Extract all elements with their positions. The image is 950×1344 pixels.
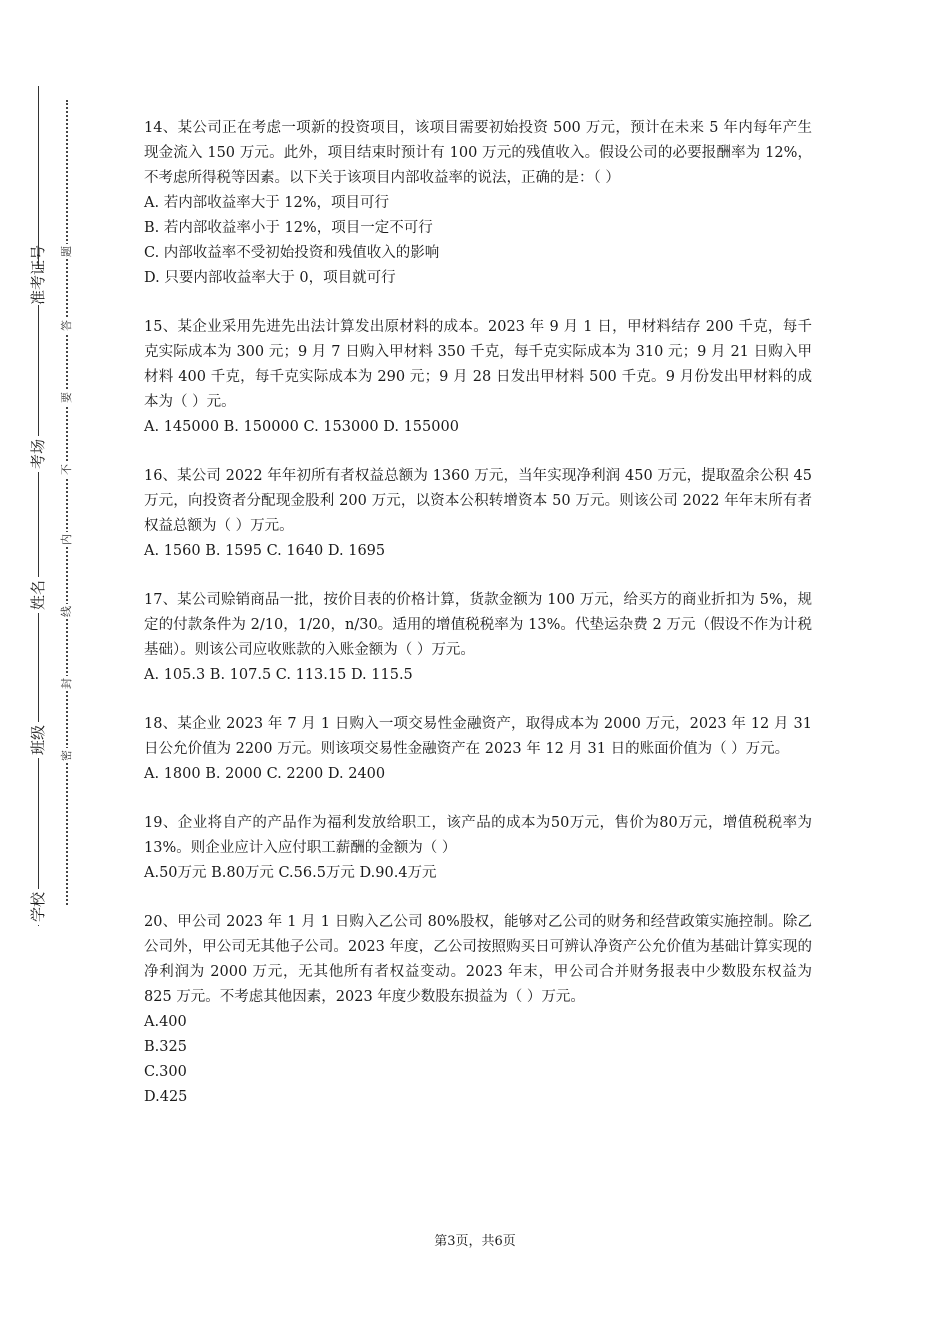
question-list	[144, 116, 812, 1134]
seal-char: 不	[60, 464, 73, 475]
options-line: A. 145000 B. 150000 C. 153000 D. 155000	[144, 419, 459, 435]
question-18	[144, 712, 812, 787]
seal-char: 答	[60, 320, 73, 331]
class-label: 班级	[29, 722, 47, 758]
option-d: D. 只要内部收益率大于 0，项目就可行	[144, 270, 396, 286]
options-line: A.50万元 B.80万元 C.56.5万元 D.90.4万元	[144, 865, 437, 881]
seal-char: 封	[60, 678, 73, 689]
question-stem: 14、某公司正在考虑一项新的投资项目，该项目需要初始投资 500 万元，预计在未来 5 年内每年产生现金流入 150 万元。此外，项目结束时预计有 100 万元的残值收入。假设公司的必要报酬率为 12%，不考虑所得税等因素。以下关于该项目内部收益率的说法，正确的是：（ ）	[144, 120, 812, 186]
seal-char: 线	[60, 606, 73, 617]
school-label: 学校	[29, 889, 47, 925]
question-stem: 18、某企业 2023 年 7 月 1 日购入一项交易性金融资产，取得成本为 2000 万元，2023 年 12 月 31 日公允价值为 2200 万元。则该项交易性金融资产在 2023 年 12 月 31 日的账面价值为（ ）万元。	[144, 716, 812, 757]
seal-dotted-line	[66, 100, 68, 905]
seal-char: 内	[60, 534, 73, 545]
question-stem: 17、某公司赊销商品一批，按价目表的价格计算，货款金额为 100 万元，给买方的商业折扣为 5%，规定的付款条件为 2/10，1/20，n/30。适用的增值税税率为 13%。代垫运杂费 2 万元（假设不作为计税基础）。则该公司应收账款的入账金额为（ ）万元。	[144, 592, 812, 658]
option-b: B.325	[144, 1039, 187, 1055]
option-d: D.425	[144, 1089, 188, 1105]
question-16	[144, 464, 812, 564]
option-c: C.300	[144, 1064, 187, 1080]
options-line: A. 105.3 B. 107.5 C. 113.15 D. 115.5	[144, 667, 413, 683]
option-a: A. 若内部收益率大于 12%，项目可行	[144, 195, 390, 211]
seal-char: 题	[60, 246, 73, 257]
binding-line	[38, 86, 39, 926]
exam-room-label: 考场	[29, 436, 47, 472]
question-stem: 16、某公司 2022 年年初所有者权益总额为 1360 万元，当年实现净利润 450 万元，提取盈余公积 45 万元，向投资者分配现金股利 200 万元，以资本公积转增资本 50 万元。则该公司 2022 年年末所有者权益总额为（ ）万元。	[144, 468, 812, 534]
question-stem: 19、企业将自产的产品作为福利发放给职工，该产品的成本为50万元，售价为80万元，增值税税率为13%。则企业应计入应付职工薪酬的金额为（ ）	[144, 815, 812, 856]
option-a: A.400	[144, 1014, 187, 1030]
name-label: 姓名	[29, 577, 47, 613]
question-17	[144, 588, 812, 688]
seal-char: 要	[60, 392, 73, 403]
page-number: 第3页，共6页	[434, 1234, 516, 1249]
question-15	[144, 315, 812, 440]
seal-char: 密	[60, 750, 73, 761]
options-line: A. 1560 B. 1595 C. 1640 D. 1695	[144, 543, 386, 559]
question-14	[144, 116, 812, 291]
options-line: A. 1800 B. 2000 C. 2200 D. 2400	[144, 766, 386, 782]
question-stem: 15、某企业采用先进先出法计算发出原材料的成本。2023 年 9 月 1 日，甲材料结存 200 千克，每千克实际成本为 300 元；9 月 7 日购入甲材料 350 千克，每千克实际成本为 310 元；9 月 21 日购入甲材料 400 千克，每千克实际成本为 290 元；9 月 28 日发出甲材料 500 千克。9 月份发出甲材料的成本为（ ）元。	[144, 319, 812, 410]
admission-number-label: 准考证号	[29, 244, 47, 305]
question-19	[144, 811, 812, 886]
option-b: B. 若内部收益率小于 12%，项目一定不可行	[144, 220, 433, 236]
option-c: C. 内部收益率不受初始投资和残值收入的影响	[144, 245, 440, 261]
question-20	[144, 910, 812, 1110]
question-stem: 20、甲公司 2023 年 1 月 1 日购入乙公司 80%股权，能够对乙公司的财务和经营政策实施控制。除乙公司外，甲公司无其他子公司。2023 年度，乙公司按照购买日可辨认净资产公允价值为基础计算实现的净利润为 2000 万元，无其他所有者权益变动。2023 年末，甲公司合并财务报表中少数股东权益为 825 万元。不考虑其他因素，2023 年度少数股东损益为（ ）万元。	[144, 914, 812, 1005]
